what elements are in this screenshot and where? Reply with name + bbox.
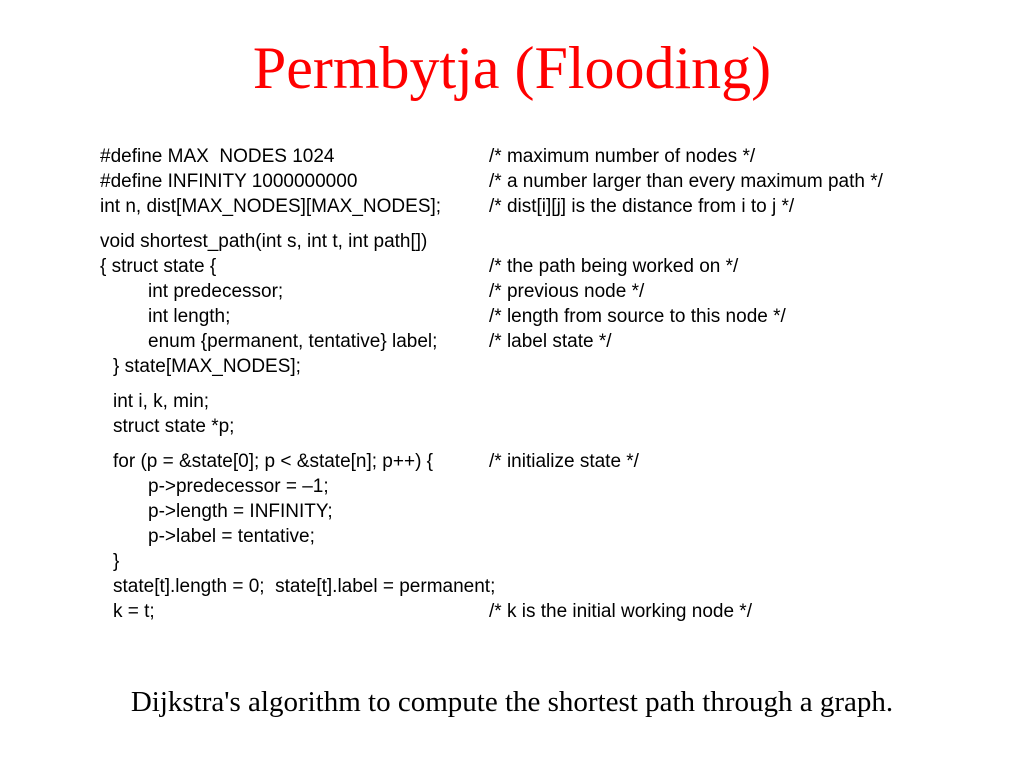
slide-caption: Dijkstra's algorithm to compute the shortest path through a graph. bbox=[130, 686, 894, 718]
code-text: int i, k, min; bbox=[113, 391, 210, 412]
code-text: struct state *p; bbox=[113, 416, 235, 437]
code-comment: /* length from source to this node */ bbox=[489, 306, 786, 327]
code-comment: /* the path being worked on */ bbox=[489, 256, 739, 277]
code-listing bbox=[100, 144, 1000, 634]
code-line bbox=[100, 449, 1000, 474]
slide-title: Permbytja (Flooding) bbox=[252, 35, 772, 101]
code-text: void shortest_path(int s, int t, int path[]) bbox=[100, 231, 428, 252]
code-comment: /* dist[i][j] is the distance from i to j */ bbox=[489, 196, 795, 217]
code-line bbox=[100, 254, 1000, 279]
code-line bbox=[100, 389, 1000, 414]
code-text: int predecessor; bbox=[148, 281, 284, 302]
code-text: p->label = tentative; bbox=[148, 526, 315, 547]
code-comment: /* a number larger than every maximum path */ bbox=[489, 171, 883, 192]
code-text: int length; bbox=[148, 306, 231, 327]
code-text: #define MAX NODES 1024 bbox=[100, 146, 335, 167]
code-comment: /* k is the initial working node */ bbox=[489, 601, 752, 622]
code-text: #define INFINITY 1000000000 bbox=[100, 171, 358, 192]
code-comment: /* initialize state */ bbox=[489, 451, 639, 472]
code-line bbox=[100, 414, 1000, 439]
code-block-locals bbox=[100, 389, 1000, 439]
code-line bbox=[100, 549, 1000, 574]
code-line bbox=[100, 524, 1000, 549]
code-text: { struct state { bbox=[100, 256, 217, 277]
code-line bbox=[100, 354, 1000, 379]
code-block-initialize bbox=[100, 449, 1000, 624]
code-text: } bbox=[113, 551, 120, 572]
code-text: enum {permanent, tentative} label; bbox=[148, 331, 438, 352]
code-line bbox=[100, 279, 1000, 304]
code-line bbox=[100, 194, 1000, 219]
code-line bbox=[100, 474, 1000, 499]
code-text: } state[MAX_NODES]; bbox=[113, 356, 301, 377]
code-comment: /* maximum number of nodes */ bbox=[489, 146, 756, 167]
code-line bbox=[100, 169, 1000, 194]
code-comment: /* previous node */ bbox=[489, 281, 645, 302]
code-text: k = t; bbox=[113, 601, 155, 622]
code-comment: /* label state */ bbox=[489, 331, 612, 352]
code-text: p->predecessor = –1; bbox=[148, 476, 329, 497]
code-text: int n, dist[MAX_NODES][MAX_NODES]; bbox=[100, 196, 442, 217]
code-line bbox=[100, 144, 1000, 169]
code-block-declarations bbox=[100, 144, 1000, 219]
code-line bbox=[100, 229, 1000, 254]
code-line bbox=[100, 599, 1000, 624]
code-line bbox=[100, 329, 1000, 354]
code-line bbox=[100, 499, 1000, 524]
code-line bbox=[100, 304, 1000, 329]
code-line bbox=[100, 574, 1000, 599]
code-block-function-header bbox=[100, 229, 1000, 379]
code-text: state[t].length = 0; state[t].label = permanent; bbox=[113, 576, 496, 597]
code-text: for (p = &state[0]; p < &state[n]; p++) { bbox=[113, 451, 434, 472]
code-text: p->length = INFINITY; bbox=[148, 501, 333, 522]
